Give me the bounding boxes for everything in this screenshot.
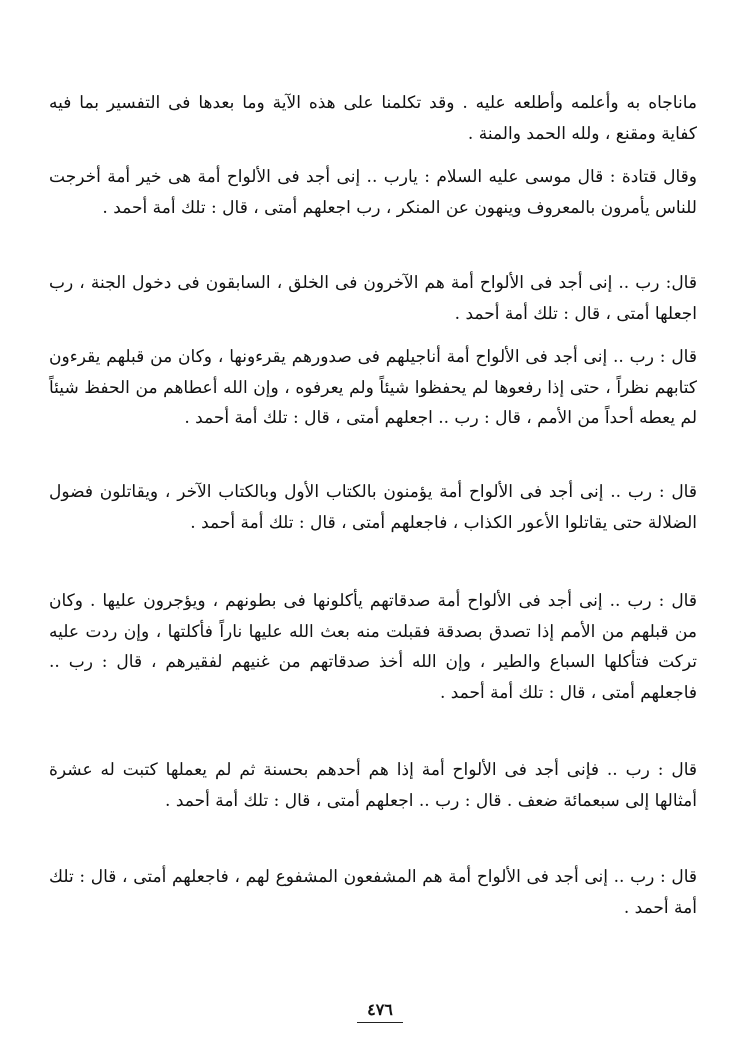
paragraph-6: قال : رب .. إنى أجد فى الألواح أمة صدقاتهم يأكلونها فى بطونهم ، ويؤجرون عليها . وكان من قبلهم من الأمم إذا تصدق بصدقة فقبلت منه بعث الله عليها ناراً فأكلتها ، وإن ردت عليه تركت فتأكلها السباع والطير ، وإن الله أخذ صدقاتهم من غنيهم لفقيرهم ، قال : رب .. فاجعلهم أمتى ، قال : تلك أمة أحمد . [49,591,697,703]
paragraph-4: قال : رب .. إنى أجد فى الألواح أمة أناجيلهم فى صدورهم يقرءونها ، وكان من قبلهم يقرءون كتابهم نظراً ، حتى إذا رفعوها لم يحفظوا شيئاً ولم يعرفوه ، وإن الله أعطاهم من الحفظ شيئاً لم يعطه أحداً من الأمم ، قال : رب .. اجعلهم أمتى ، قال : تلك أمة أحمد . [49,347,697,428]
paragraph-7: قال : رب .. فإنى أجد فى الألواح أمة إذا هم أحدهم بحسنة ثم لم يعملها كتبت له عشرة أمثالها إلى سبعمائة ضعف . قال : رب .. اجعلهم أمتى ، قال : تلك أمة أحمد . [49,760,697,811]
page-number-underline [357,1022,403,1023]
paragraph-3: قال: رب .. إنى أجد فى الألواح أمة هم الآخرون فى الخلق ، السابقون فى دخول الجنة ، رب اجعلها أمتى ، قال : تلك أمة أحمد . [49,273,697,324]
paragraph-5: قال : رب .. إنى أجد فى الألواح أمة يؤمنون بالكتاب الأول وبالكتاب الآخر ، ويقاتلون فضول الضلالة حتى يقاتلوا الأعور الكذاب ، فاجعلهم أمتى ، قال : تلك أمة أحمد . [49,482,697,533]
page-number: ٤٧٦ [367,1000,393,1019]
paragraph-8: قال : رب .. إنى أجد فى الألواح أمة هم المشفعون المشفوع لهم ، فاجعلهم أمتى ، قال : تلك أمة أحمد . [49,867,697,918]
paragraph-1: ماناجاه به وأعلمه وأطلعه عليه . وقد تكلمنا على هذه الآية وما بعدها فى التفسير بما فيه كفاية ومقنع ، ولله الحمد والمنة . [49,93,697,144]
paragraph-2: وقال قتادة : قال موسى عليه السلام : يارب .. إنى أجد فى الألواح أمة هى خير أمة أخرجت للناس يأمرون بالمعروف وينهون عن المنكر ، رب اجعلهم أمتى ، قال : تلك أمة أحمد . [49,167,697,218]
